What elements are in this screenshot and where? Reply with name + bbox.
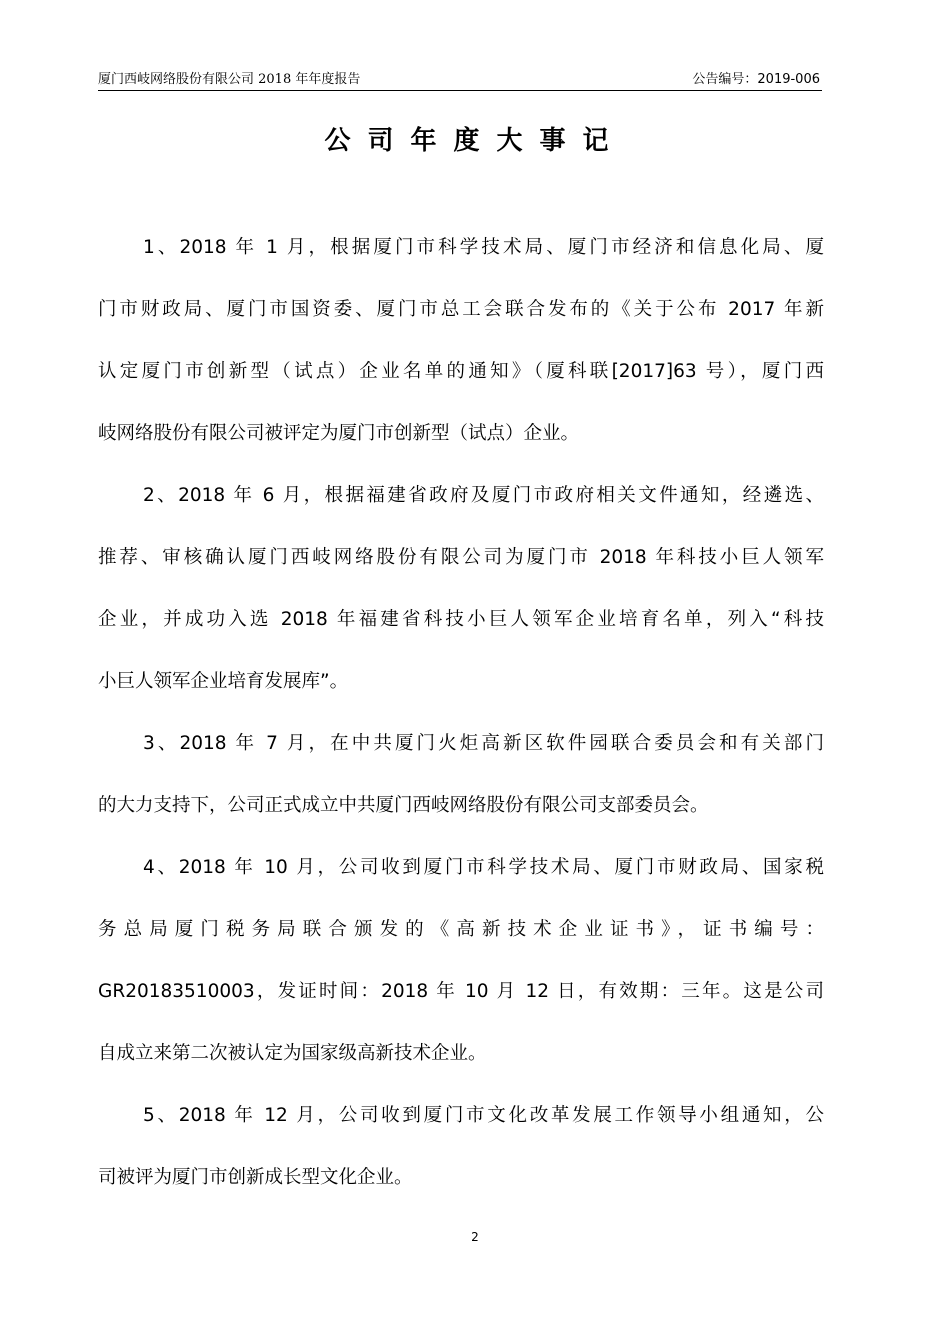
paragraph-line: 门市财政局、厦门市国资委、厦门市总工会联合发布的《关于公布 2017 年新 [98, 299, 824, 320]
paragraph-line: 企业，并成功入选 2018 年福建省科技小巨人领军企业培育名单，列入“科技 [98, 609, 824, 630]
page-header [98, 66, 822, 91]
header-report-title: 厦门西岐网络股份有限公司 2018 年年度报告 [98, 72, 361, 87]
header-announcement-number: 公告编号：2019-006 [692, 72, 820, 87]
event-paragraph-5 [98, 1096, 838, 1220]
paragraph-line: 小巨人领军企业培育发展库”。 [98, 671, 349, 692]
event-paragraph-4 [98, 848, 838, 1096]
paragraph-line: GR20183510003，发证时间：2018 年 10 月 12 日，有效期：三年。这是公司 [98, 981, 824, 1002]
paragraph-line: 岐网络股份有限公司被评定为厦门市创新型（试点）企业。 [98, 423, 580, 444]
paragraph-line: 自成立来第二次被认定为国家级高新技术企业。 [98, 1043, 487, 1064]
page-title: 公司年度大事记 [324, 126, 626, 156]
paragraph-line: 4、2018 年 10 月，公司收到厦门市科学技术局、厦门市财政局、国家税 [143, 857, 824, 878]
page-number: 2 [471, 1230, 479, 1244]
paragraph-line: 5、2018 年 12 月，公司收到厦门市文化改革发展工作领导小组通知，公 [143, 1105, 824, 1126]
paragraph-line: 2、2018 年 6 月，根据福建省政府及厦门市政府相关文件通知，经遴选、 [143, 485, 824, 506]
paragraph-line: 认定厦门市创新型（试点）企业名单的通知》（厦科联[2017]63 号），厦门西 [98, 361, 824, 382]
event-paragraph-1 [98, 228, 838, 476]
paragraph-line: 推荐、审核确认厦门西岐网络股份有限公司为厦门市 2018 年科技小巨人领军 [98, 547, 824, 568]
paragraph-line: 司被评为厦门市创新成长型文化企业。 [98, 1167, 413, 1188]
paragraph-line: 1、2018 年 1 月，根据厦门市科学技术局、厦门市经济和信息化局、厦 [143, 237, 824, 258]
paragraph-line: 务总局厦门税务局联合颁发的《高新技术企业证书》，证书编号： [98, 919, 824, 940]
paragraph-line: 的大力支持下，公司正式成立中共厦门西岐网络股份有限公司支部委员会。 [98, 795, 709, 816]
event-paragraph-3 [98, 724, 838, 848]
document-body [98, 228, 838, 1220]
event-paragraph-2 [98, 476, 838, 724]
paragraph-line: 3、2018 年 7 月，在中共厦门火炬高新区软件园联合委员会和有关部门 [143, 733, 824, 754]
